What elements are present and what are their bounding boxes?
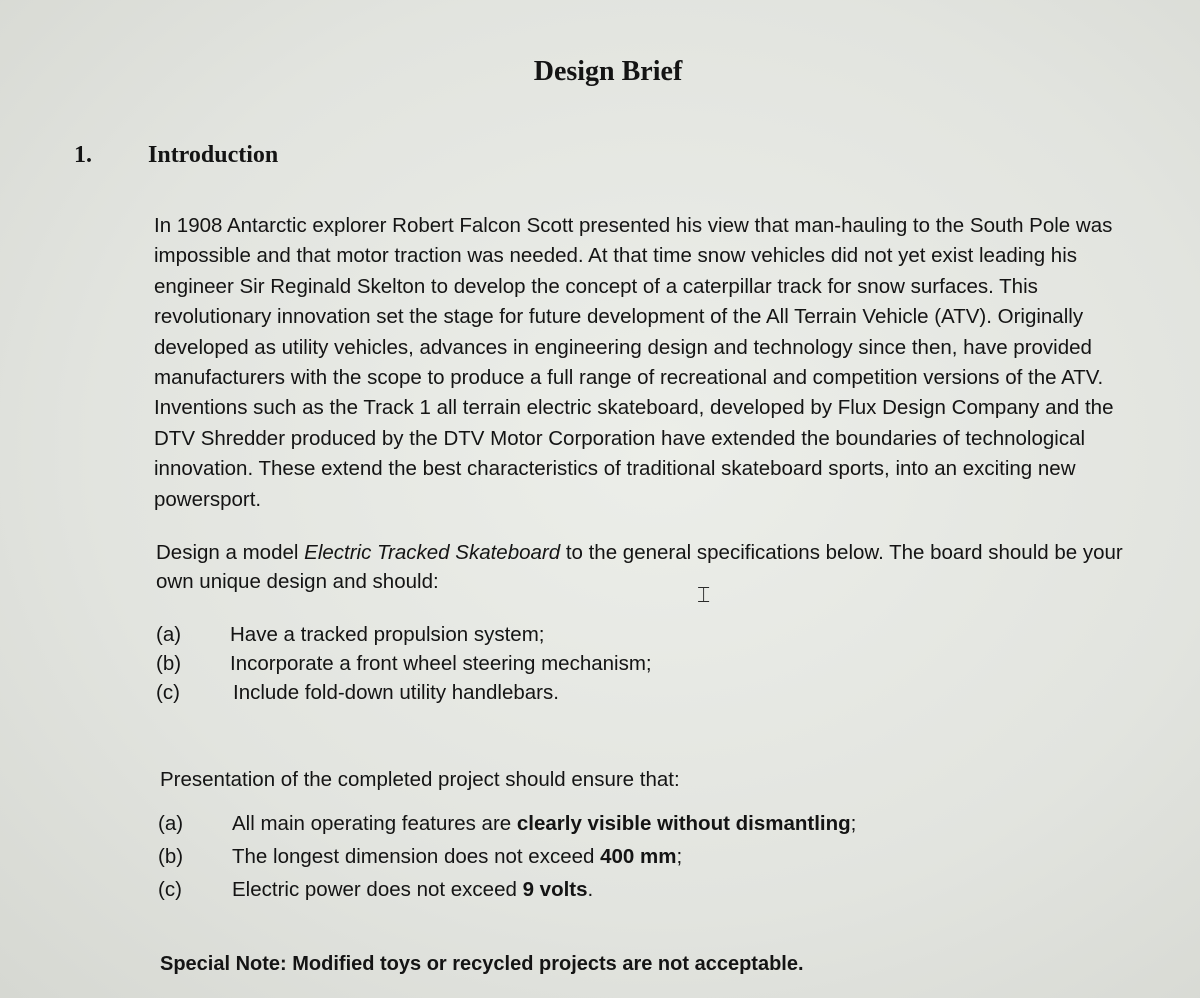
presentation-text: All main operating features are clearly visible without dismantling; bbox=[232, 812, 857, 835]
document-title: Design Brief bbox=[533, 56, 683, 87]
intro-paragraph: In 1908 Antarctic explorer Robert Falcon Scott presented his view that man-hauling to the South Pole was impossible and that motor traction was needed. At that time snow vehicles did not yet exist leading his engineer Sir Reginald Skelton to develop the concept of a caterpillar track for snow surfaces. This revolutionary innovation set the stage for future development of the All Terrain Vehicle (ATV). Originally developed as utility vehicles, advances in engineering design and technology since then, have provided manufacturers with the scope to produce a full range of recreational and competition versions of the ATV. Inventions such as the Track 1 all terrain electric skateboard, developed by Flux Design Company and the DTV Shredder produced by the DTV Motor Corporation have extended the boundaries of technological innovation. These extend the best characteristics of traditional skateboard sports, into an exciting new powersport. bbox=[154, 214, 1114, 511]
section-number: 1. bbox=[74, 142, 92, 168]
requirement-text: Have a tracked propulsion system; bbox=[230, 623, 545, 646]
presentation-item bbox=[158, 810, 1058, 838]
presentation-text: Electric power does not exceed 9 volts. bbox=[232, 878, 594, 901]
presentation-emphasis: 9 volts bbox=[522, 878, 588, 901]
design-instruction-lead: Design a model bbox=[156, 541, 305, 564]
presentation-text: The longest dimension does not exceed 400 mm; bbox=[232, 845, 683, 868]
presentation-lead: Presentation of the completed project should ensure that: bbox=[160, 768, 680, 791]
requirement-text: Incorporate a front wheel steering mechanism; bbox=[230, 652, 652, 675]
special-note: Special Note: Modified toys or recycled projects are not acceptable. bbox=[160, 953, 804, 975]
requirement-marker: (c) bbox=[156, 681, 180, 704]
presentation-item bbox=[158, 876, 1058, 904]
presentation-marker: (c) bbox=[158, 878, 182, 901]
requirement-text: Include fold-down utility handlebars. bbox=[233, 681, 559, 704]
requirement-marker: (b) bbox=[156, 652, 182, 675]
section-title: Introduction bbox=[148, 142, 279, 168]
presentation-item bbox=[158, 843, 1058, 871]
product-name: Electric Tracked Skateboard bbox=[304, 541, 561, 564]
requirement-item bbox=[156, 679, 1056, 707]
presentation-marker: (a) bbox=[158, 812, 184, 835]
presentation-marker: (b) bbox=[158, 845, 184, 868]
presentation-emphasis: 400 mm bbox=[600, 845, 677, 868]
requirement-item bbox=[156, 650, 1056, 678]
requirement-marker: (a) bbox=[156, 623, 182, 646]
presentation-emphasis: clearly visible without dismantling bbox=[516, 812, 851, 835]
requirement-item bbox=[156, 621, 1056, 649]
text-cursor-icon: ⌶ bbox=[697, 582, 711, 607]
design-instruction-tail: to the general specifications below. The board should be your own unique design and should: bbox=[156, 541, 1123, 593]
design-instruction bbox=[156, 539, 1146, 596]
